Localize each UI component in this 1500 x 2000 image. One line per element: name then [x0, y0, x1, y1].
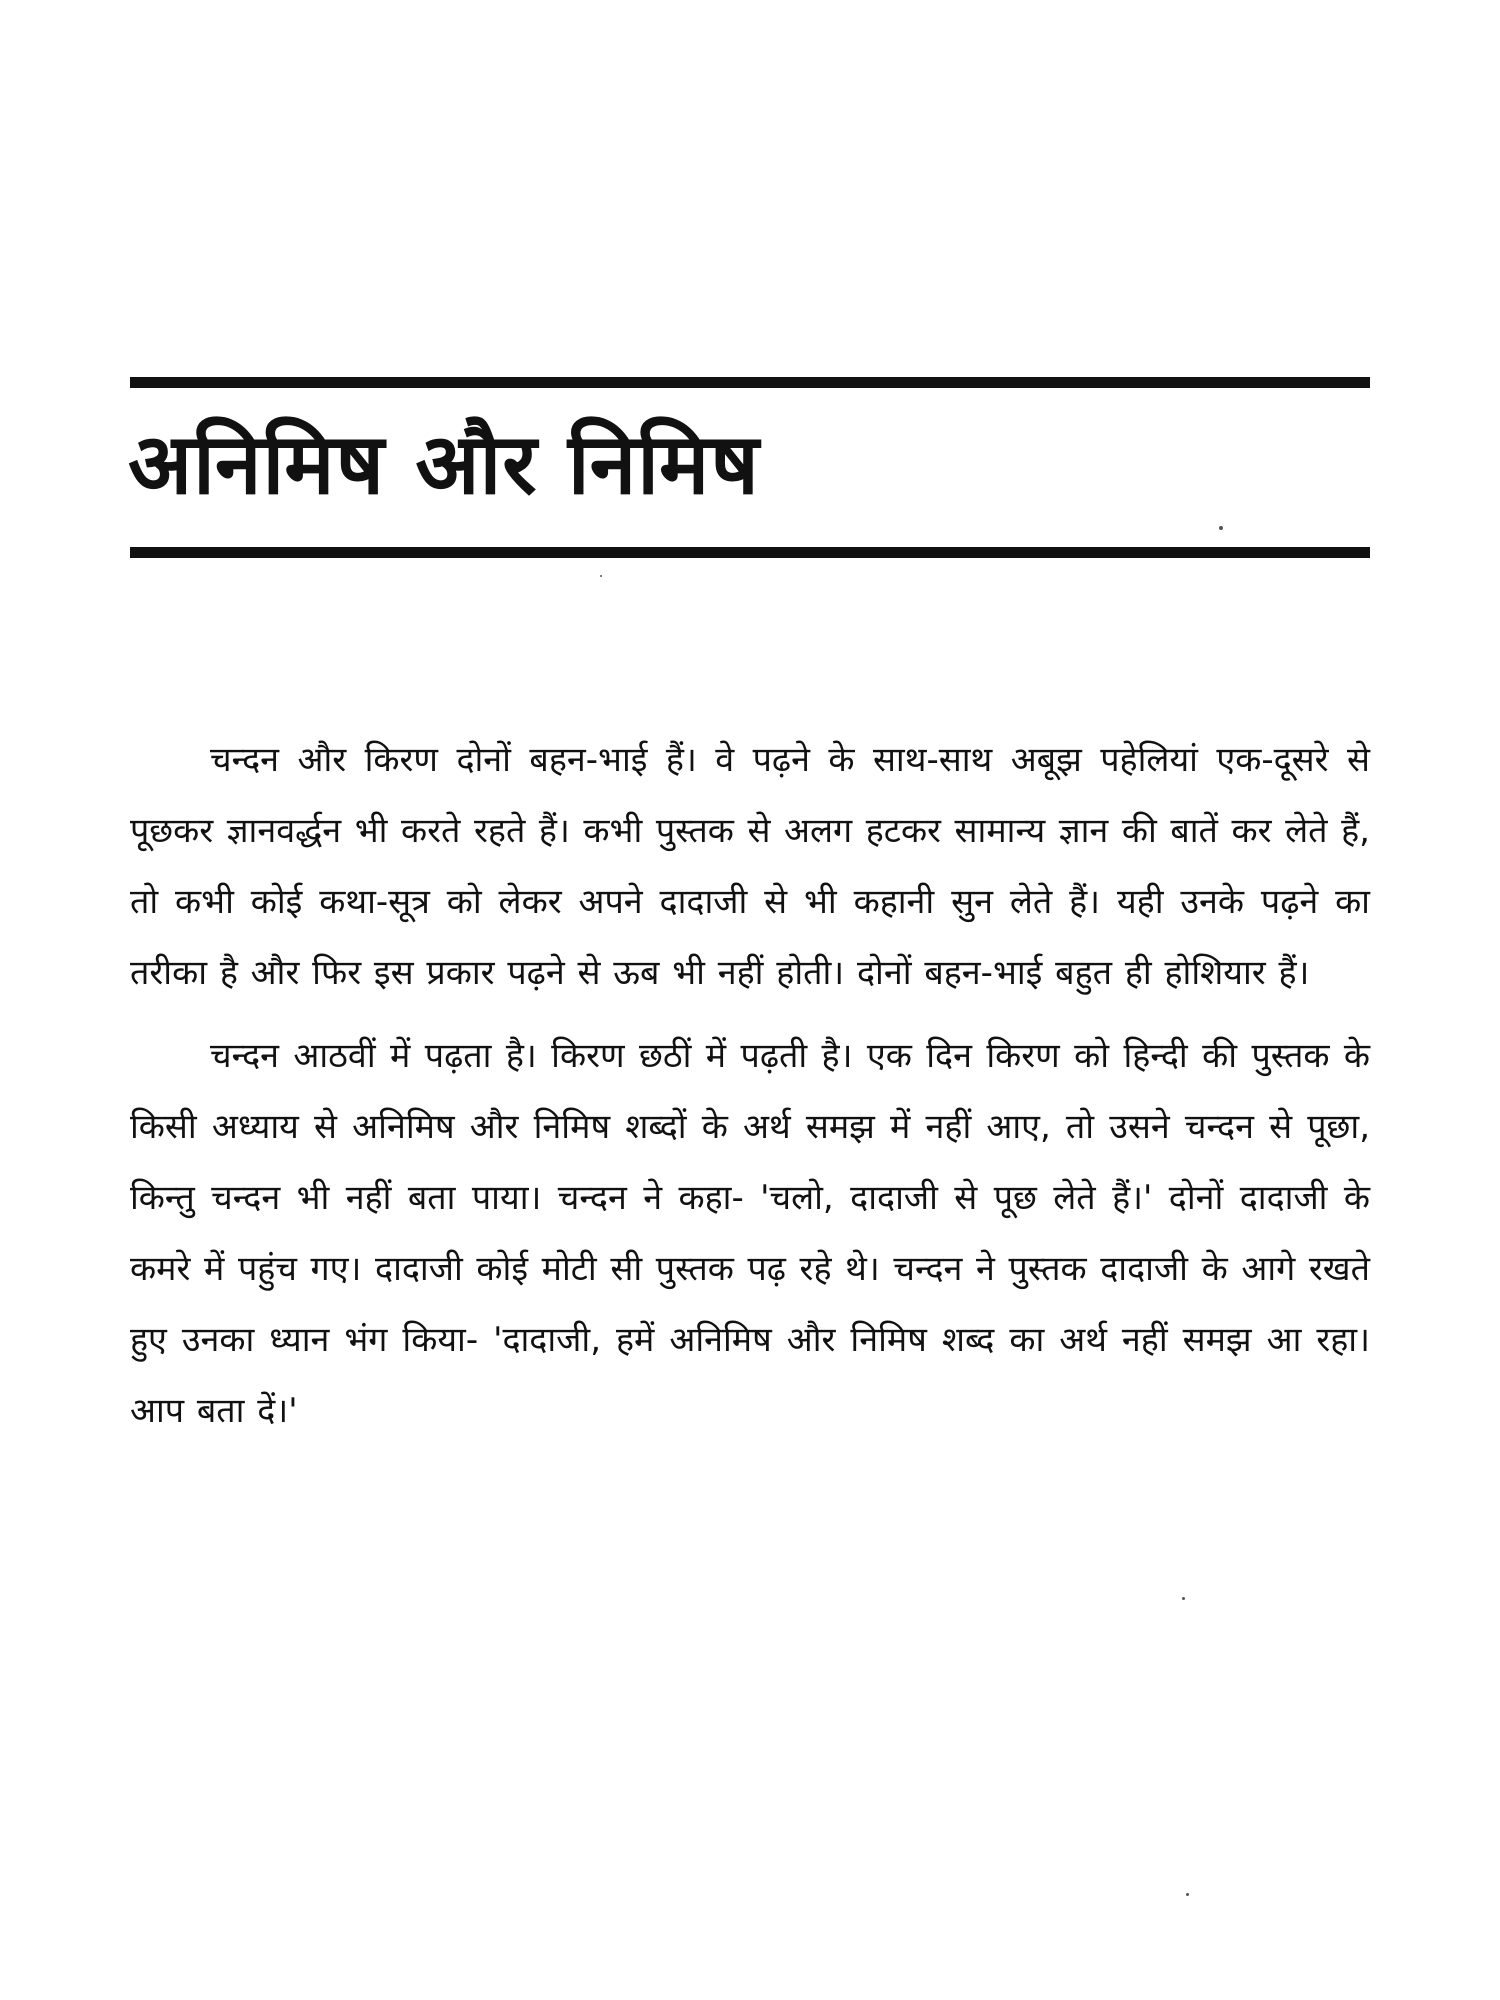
scan-speck [1186, 1893, 1189, 1896]
title-rule-bottom [130, 547, 1370, 558]
chapter-body [130, 725, 1370, 1459]
title-rule-top [130, 377, 1370, 388]
paragraph-2: चन्दन आठवीं में पढ़ता है। किरण छठीं में पढ़ती है। एक दिन किरण को हिन्दी की पुस्तक के किसी अध्याय से अनिमिष और निमिष शब्दों के अर्थ समझ में नहीं आए, तो उसने चन्दन से पूछा, किन्तु चन्दन भी नहीं बता पाया। चन्दन ने कहा- 'चलो, दादाजी से पूछ लेते हैं।' दोनों दादाजी के कमरे में पहुंच गए। दादाजी कोई मोटी सी पुस्तक पढ़ रहे थे। चन्दन ने पुस्तक दादाजी के आगे रखते हुए उनका ध्यान भंग किया- 'दादाजी, हमें अनिमिष और निमिष शब्द का अर्थ नहीं समझ आ रहा। आप बता दें।' [130, 1036, 1370, 1431]
chapter-title: अनिमिष और निमिष [128, 415, 760, 513]
scan-speck [1219, 526, 1223, 530]
paragraph-1: चन्दन और किरण दोनों बहन-भाई हैं। वे पढ़ने के साथ-साथ अबूझ पहेलियां एक-दूसरे से पूछकर ज्ञानवर्द्धन भी करते रहते हैं। कभी पुस्तक से अलग हटकर सामान्य ज्ञान की बातें कर लेते हैं, तो कभी कोई कथा-सूत्र को लेकर अपने दादाजी से भी कहानी सुन लेते हैं। यही उनके पढ़ने का तरीका है और फिर इस प्रकार पढ़ने से ऊब भी नहीं होती। दोनों बहन-भाई बहुत ही होशियार हैं। [130, 740, 1370, 993]
scan-speck [600, 575, 602, 577]
scan-speck [1182, 1597, 1185, 1600]
